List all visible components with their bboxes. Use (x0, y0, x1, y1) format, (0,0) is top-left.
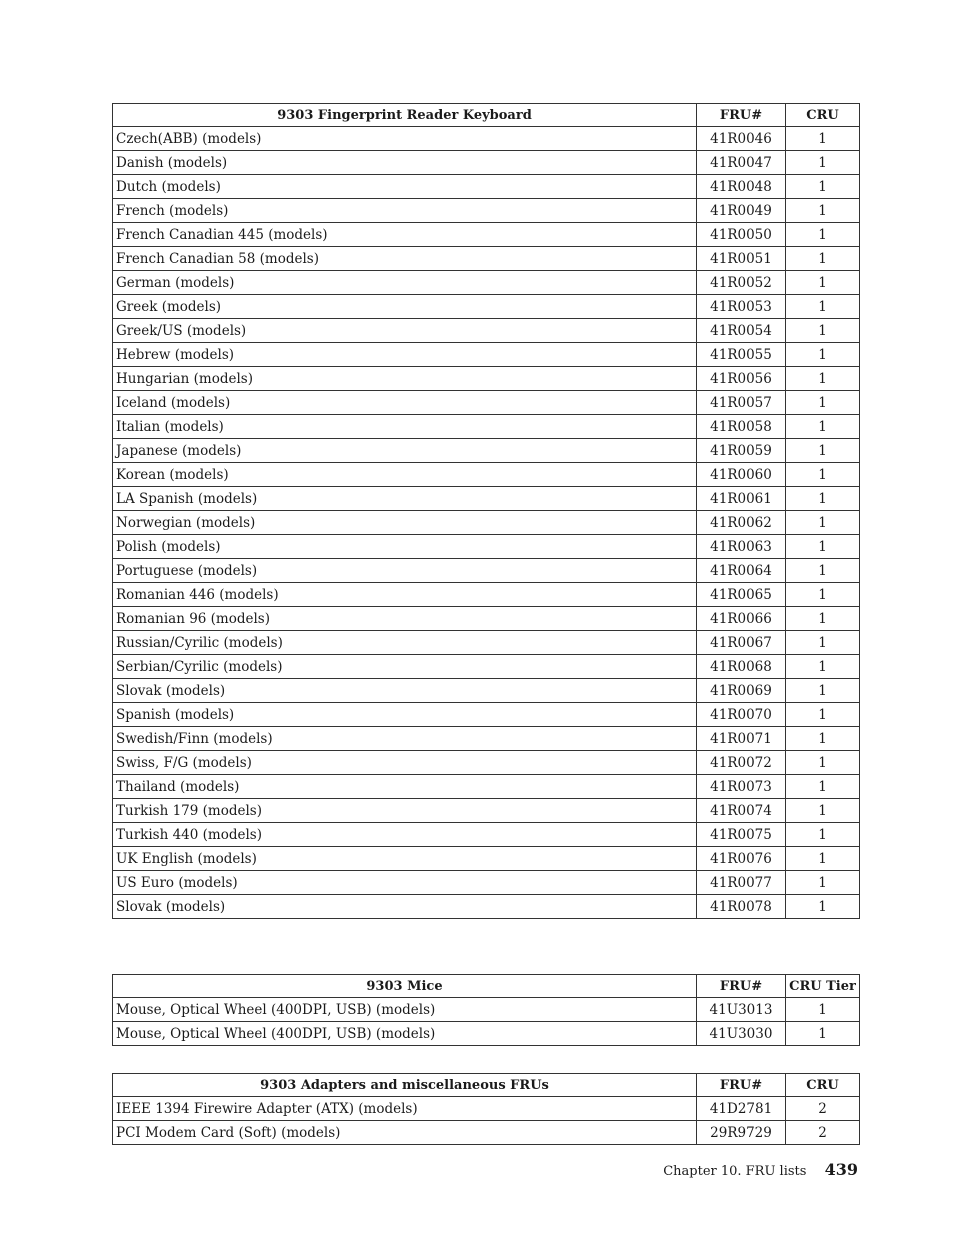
part-description-cell: IEEE 1394 Firewire Adapter (ATX) (models) (113, 1097, 697, 1121)
cru-cell: 2 (786, 1121, 860, 1145)
cru-cell: 1 (786, 511, 860, 535)
fru-number-cell: 41D2781 (697, 1097, 786, 1121)
part-description-cell: Slovak (models) (113, 679, 697, 703)
keyboard-fru-table (112, 103, 860, 919)
part-description-cell: Korean (models) (113, 463, 697, 487)
part-description-cell: Japanese (models) (113, 439, 697, 463)
fru-number-cell: 41R0073 (697, 775, 786, 799)
cru-cell: 1 (786, 391, 860, 415)
part-description-cell: Portuguese (models) (113, 559, 697, 583)
part-description-cell: Dutch (models) (113, 175, 697, 199)
table-row (113, 367, 860, 391)
fru-number-cell: 41R0050 (697, 223, 786, 247)
fru-number-cell: 29R9729 (697, 1121, 786, 1145)
part-description-cell: Italian (models) (113, 415, 697, 439)
fru-number-cell: 41R0049 (697, 199, 786, 223)
chapter-title: Chapter 10. FRU lists (663, 1164, 807, 1179)
table-row (113, 847, 860, 871)
table-row (113, 295, 860, 319)
part-description-cell: Iceland (models) (113, 391, 697, 415)
part-description-cell: French Canadian 58 (models) (113, 247, 697, 271)
fru-number-header: FRU# (697, 975, 786, 998)
part-description-cell: Mouse, Optical Wheel (400DPI, USB) (models) (113, 1022, 697, 1046)
fru-number-cell: 41U3030 (697, 1022, 786, 1046)
fru-number-cell: 41R0068 (697, 655, 786, 679)
fru-number-cell: 41R0071 (697, 727, 786, 751)
part-description-cell: French Canadian 445 (models) (113, 223, 697, 247)
fru-number-cell: 41R0052 (697, 271, 786, 295)
fru-number-cell: 41R0061 (697, 487, 786, 511)
table-row (113, 535, 860, 559)
table-header-row (113, 1074, 860, 1097)
cru-header: CRU (786, 1074, 860, 1097)
cru-cell: 1 (786, 271, 860, 295)
part-description-cell: Russian/Cyrilic (models) (113, 631, 697, 655)
page-number: 439 (824, 1160, 858, 1179)
part-description-cell: Slovak (models) (113, 895, 697, 919)
description-header: 9303 Mice (113, 975, 697, 998)
fru-number-cell: 41R0070 (697, 703, 786, 727)
mice-fru-table (112, 974, 860, 1046)
part-description-cell: Hungarian (models) (113, 367, 697, 391)
cru-cell: 1 (786, 998, 860, 1022)
table-row (113, 679, 860, 703)
cru-cell: 1 (786, 1022, 860, 1046)
cru-cell: 1 (786, 775, 860, 799)
cru-cell: 2 (786, 1097, 860, 1121)
fru-number-cell: 41R0062 (697, 511, 786, 535)
cru-cell: 1 (786, 727, 860, 751)
part-description-cell: Greek (models) (113, 295, 697, 319)
fru-number-cell: 41R0060 (697, 463, 786, 487)
fru-number-cell: 41R0075 (697, 823, 786, 847)
table-row (113, 247, 860, 271)
table-row (113, 775, 860, 799)
cru-cell: 1 (786, 367, 860, 391)
part-description-cell: US Euro (models) (113, 871, 697, 895)
part-description-cell: Romanian 96 (models) (113, 607, 697, 631)
table-header-row (113, 975, 860, 998)
table-row (113, 998, 860, 1022)
table-row (113, 895, 860, 919)
fru-number-cell: 41R0057 (697, 391, 786, 415)
table-row (113, 655, 860, 679)
fru-number-cell: 41R0063 (697, 535, 786, 559)
part-description-cell: Turkish 440 (models) (113, 823, 697, 847)
part-description-cell: Czech(ABB) (models) (113, 127, 697, 151)
part-description-cell: UK English (models) (113, 847, 697, 871)
fru-number-cell: 41R0054 (697, 319, 786, 343)
cru-cell: 1 (786, 175, 860, 199)
fru-number-cell: 41R0067 (697, 631, 786, 655)
part-description-cell: German (models) (113, 271, 697, 295)
adapters-fru-table (112, 1073, 860, 1145)
table-row (113, 175, 860, 199)
cru-cell: 1 (786, 343, 860, 367)
part-description-cell: Danish (models) (113, 151, 697, 175)
description-header: 9303 Adapters and miscellaneous FRUs (113, 1074, 697, 1097)
cru-cell: 1 (786, 439, 860, 463)
cru-cell: 1 (786, 535, 860, 559)
cru-cell: 1 (786, 295, 860, 319)
fru-number-header: FRU# (697, 104, 786, 127)
part-description-cell: Greek/US (models) (113, 319, 697, 343)
fru-number-cell: 41R0072 (697, 751, 786, 775)
fru-number-cell: 41R0059 (697, 439, 786, 463)
cru-cell: 1 (786, 559, 860, 583)
cru-header: CRU (786, 104, 860, 127)
table-row (113, 319, 860, 343)
fru-number-cell: 41R0051 (697, 247, 786, 271)
part-description-cell: Mouse, Optical Wheel (400DPI, USB) (models) (113, 998, 697, 1022)
cru-cell: 1 (786, 751, 860, 775)
table-row (113, 271, 860, 295)
part-description-cell: PCI Modem Card (Soft) (models) (113, 1121, 697, 1145)
cru-cell: 1 (786, 703, 860, 727)
table-row (113, 799, 860, 823)
cru-cell: 1 (786, 823, 860, 847)
fru-number-cell: 41R0077 (697, 871, 786, 895)
table-row (113, 727, 860, 751)
part-description-cell: Swiss, F/G (models) (113, 751, 697, 775)
description-header: 9303 Fingerprint Reader Keyboard (113, 104, 697, 127)
part-description-cell: Swedish/Finn (models) (113, 727, 697, 751)
cru-cell: 1 (786, 127, 860, 151)
fru-number-cell: 41R0056 (697, 367, 786, 391)
page-footer (663, 1160, 858, 1179)
fru-number-cell: 41R0069 (697, 679, 786, 703)
table-row (113, 559, 860, 583)
table-row (113, 1097, 860, 1121)
table-row (113, 439, 860, 463)
part-description-cell: Hebrew (models) (113, 343, 697, 367)
cru-cell: 1 (786, 607, 860, 631)
cru-cell: 1 (786, 655, 860, 679)
cru-cell: 1 (786, 319, 860, 343)
cru-cell: 1 (786, 199, 860, 223)
part-description-cell: Polish (models) (113, 535, 697, 559)
cru-cell: 1 (786, 631, 860, 655)
part-description-cell: Thailand (models) (113, 775, 697, 799)
part-description-cell: Spanish (models) (113, 703, 697, 727)
fru-number-cell: 41R0055 (697, 343, 786, 367)
table-row (113, 823, 860, 847)
part-description-cell: Turkish 179 (models) (113, 799, 697, 823)
fru-number-cell: 41R0047 (697, 151, 786, 175)
part-description-cell: Norwegian (models) (113, 511, 697, 535)
fru-number-header: FRU# (697, 1074, 786, 1097)
cru-cell: 1 (786, 799, 860, 823)
cru-cell: 1 (786, 847, 860, 871)
table-row (113, 343, 860, 367)
fru-number-cell: 41R0064 (697, 559, 786, 583)
cru-cell: 1 (786, 487, 860, 511)
cru-cell: 1 (786, 895, 860, 919)
cru-cell: 1 (786, 871, 860, 895)
table-row (113, 631, 860, 655)
table-row (113, 607, 860, 631)
table-row (113, 1022, 860, 1046)
fru-number-cell: 41U3013 (697, 998, 786, 1022)
table-row (113, 127, 860, 151)
cru-cell: 1 (786, 463, 860, 487)
table-row (113, 1121, 860, 1145)
fru-number-cell: 41R0076 (697, 847, 786, 871)
part-description-cell: Serbian/Cyrilic (models) (113, 655, 697, 679)
part-description-cell: LA Spanish (models) (113, 487, 697, 511)
fru-number-cell: 41R0065 (697, 583, 786, 607)
part-description-cell: French (models) (113, 199, 697, 223)
table-row (113, 463, 860, 487)
table-row (113, 511, 860, 535)
part-description-cell: Romanian 446 (models) (113, 583, 697, 607)
table-row (113, 415, 860, 439)
fru-number-cell: 41R0078 (697, 895, 786, 919)
fru-number-cell: 41R0066 (697, 607, 786, 631)
table-row (113, 391, 860, 415)
fru-number-cell: 41R0058 (697, 415, 786, 439)
cru-cell: 1 (786, 247, 860, 271)
cru-cell: 1 (786, 679, 860, 703)
table-row (113, 223, 860, 247)
cru-cell: 1 (786, 223, 860, 247)
fru-number-cell: 41R0048 (697, 175, 786, 199)
table-row (113, 751, 860, 775)
table-row (113, 871, 860, 895)
table-row (113, 583, 860, 607)
fru-number-cell: 41R0053 (697, 295, 786, 319)
table-row (113, 151, 860, 175)
cru-cell: 1 (786, 151, 860, 175)
table-row (113, 487, 860, 511)
cru-tier-header: CRU Tier (786, 975, 860, 998)
cru-cell: 1 (786, 583, 860, 607)
table-header-row (113, 104, 860, 127)
cru-cell: 1 (786, 415, 860, 439)
table-row (113, 199, 860, 223)
table-row (113, 703, 860, 727)
fru-number-cell: 41R0046 (697, 127, 786, 151)
fru-number-cell: 41R0074 (697, 799, 786, 823)
